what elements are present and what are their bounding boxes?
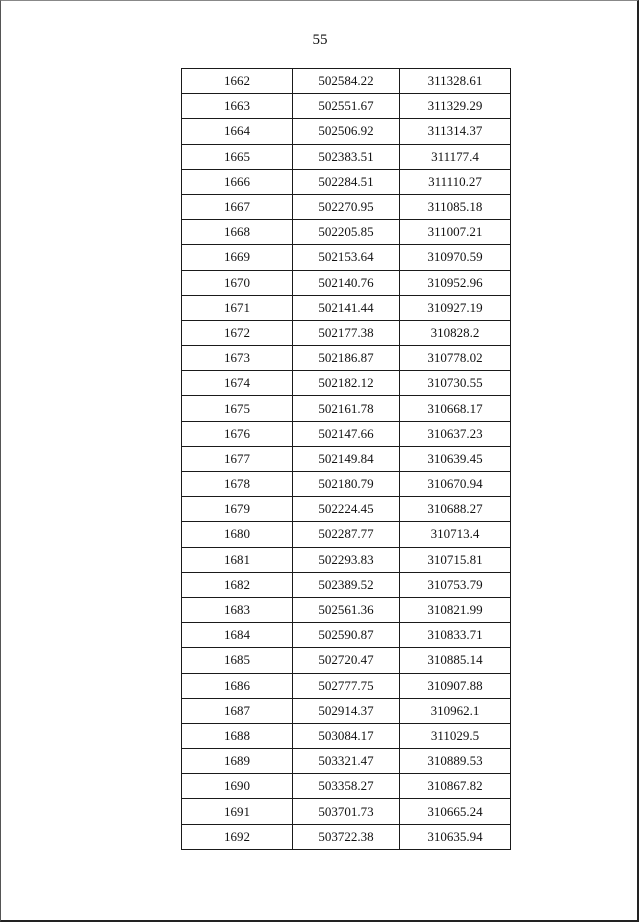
point-number-cell: 1687	[182, 698, 293, 723]
y-coordinate-cell: 310688.27	[400, 497, 511, 522]
x-coordinate-cell: 502561.36	[293, 597, 400, 622]
point-number-cell: 1662	[182, 69, 293, 94]
x-coordinate-cell: 502383.51	[293, 144, 400, 169]
point-number-cell: 1671	[182, 295, 293, 320]
table-row	[182, 774, 511, 799]
y-coordinate-cell: 310670.94	[400, 472, 511, 497]
table-row	[182, 69, 511, 94]
table-row	[182, 547, 511, 572]
y-coordinate-cell: 310713.4	[400, 522, 511, 547]
table-row	[182, 446, 511, 471]
y-coordinate-cell: 310952.96	[400, 270, 511, 295]
y-coordinate-cell: 310833.71	[400, 623, 511, 648]
y-coordinate-cell: 310889.53	[400, 749, 511, 774]
x-coordinate-cell: 502270.95	[293, 194, 400, 219]
x-coordinate-cell: 502161.78	[293, 396, 400, 421]
table-row	[182, 144, 511, 169]
point-number-cell: 1676	[182, 421, 293, 446]
point-number-cell: 1678	[182, 472, 293, 497]
table-row	[182, 220, 511, 245]
x-coordinate-cell: 502293.83	[293, 547, 400, 572]
table-row	[182, 648, 511, 673]
point-number-cell: 1682	[182, 572, 293, 597]
y-coordinate-cell: 310639.45	[400, 446, 511, 471]
point-number-cell: 1670	[182, 270, 293, 295]
point-number-cell: 1689	[182, 749, 293, 774]
table-row	[182, 673, 511, 698]
x-coordinate-cell: 503358.27	[293, 774, 400, 799]
x-coordinate-cell: 502182.12	[293, 371, 400, 396]
x-coordinate-cell: 502141.44	[293, 295, 400, 320]
point-number-cell: 1685	[182, 648, 293, 673]
y-coordinate-cell: 310970.59	[400, 245, 511, 270]
table-row	[182, 119, 511, 144]
y-coordinate-cell: 310821.99	[400, 597, 511, 622]
table-row	[182, 371, 511, 396]
point-number-cell: 1664	[182, 119, 293, 144]
coordinates-table	[181, 68, 511, 850]
point-number-cell: 1683	[182, 597, 293, 622]
y-coordinate-cell: 310907.88	[400, 673, 511, 698]
table-row	[182, 522, 511, 547]
table-row	[182, 597, 511, 622]
point-number-cell: 1691	[182, 799, 293, 824]
point-number-cell: 1672	[182, 320, 293, 345]
table-row	[182, 799, 511, 824]
point-number-cell: 1686	[182, 673, 293, 698]
point-number-cell: 1677	[182, 446, 293, 471]
x-coordinate-cell: 503321.47	[293, 749, 400, 774]
table-row	[182, 749, 511, 774]
point-number-cell: 1663	[182, 94, 293, 119]
y-coordinate-cell: 310828.2	[400, 320, 511, 345]
y-coordinate-cell: 310715.81	[400, 547, 511, 572]
point-number-cell: 1674	[182, 371, 293, 396]
y-coordinate-cell: 310730.55	[400, 371, 511, 396]
y-coordinate-cell: 311085.18	[400, 194, 511, 219]
point-number-cell: 1684	[182, 623, 293, 648]
x-coordinate-cell: 502186.87	[293, 346, 400, 371]
table-row	[182, 270, 511, 295]
x-coordinate-cell: 502140.76	[293, 270, 400, 295]
point-number-cell: 1666	[182, 169, 293, 194]
x-coordinate-cell: 503084.17	[293, 723, 400, 748]
point-number-cell: 1668	[182, 220, 293, 245]
table-row	[182, 623, 511, 648]
y-coordinate-cell: 311177.4	[400, 144, 511, 169]
point-number-cell: 1665	[182, 144, 293, 169]
y-coordinate-cell: 311029.5	[400, 723, 511, 748]
point-number-cell: 1690	[182, 774, 293, 799]
y-coordinate-cell: 311007.21	[400, 220, 511, 245]
x-coordinate-cell: 502205.85	[293, 220, 400, 245]
y-coordinate-cell: 311110.27	[400, 169, 511, 194]
y-coordinate-cell: 310668.17	[400, 396, 511, 421]
x-coordinate-cell: 502147.66	[293, 421, 400, 446]
y-coordinate-cell: 311314.37	[400, 119, 511, 144]
table-row	[182, 572, 511, 597]
x-coordinate-cell: 502584.22	[293, 69, 400, 94]
y-coordinate-cell: 310962.1	[400, 698, 511, 723]
x-coordinate-cell: 503722.38	[293, 824, 400, 849]
y-coordinate-cell: 310665.24	[400, 799, 511, 824]
x-coordinate-cell: 502149.84	[293, 446, 400, 471]
x-coordinate-cell: 502720.47	[293, 648, 400, 673]
point-number-cell: 1679	[182, 497, 293, 522]
table-row	[182, 723, 511, 748]
table-row	[182, 94, 511, 119]
table-row	[182, 497, 511, 522]
y-coordinate-cell: 310753.79	[400, 572, 511, 597]
y-coordinate-cell: 311329.29	[400, 94, 511, 119]
point-number-cell: 1675	[182, 396, 293, 421]
y-coordinate-cell: 311328.61	[400, 69, 511, 94]
point-number-cell: 1692	[182, 824, 293, 849]
y-coordinate-cell: 310637.23	[400, 421, 511, 446]
x-coordinate-cell: 502914.37	[293, 698, 400, 723]
x-coordinate-cell: 502177.38	[293, 320, 400, 345]
x-coordinate-cell: 502777.75	[293, 673, 400, 698]
point-number-cell: 1667	[182, 194, 293, 219]
table-row	[182, 346, 511, 371]
x-coordinate-cell: 502153.64	[293, 245, 400, 270]
x-coordinate-cell: 502590.87	[293, 623, 400, 648]
coordinates-table-body	[182, 69, 511, 850]
table-row	[182, 396, 511, 421]
table-row	[182, 245, 511, 270]
x-coordinate-cell: 502224.45	[293, 497, 400, 522]
x-coordinate-cell: 503701.73	[293, 799, 400, 824]
point-number-cell: 1680	[182, 522, 293, 547]
page-number: 55	[312, 32, 328, 48]
x-coordinate-cell: 502389.52	[293, 572, 400, 597]
point-number-cell: 1681	[182, 547, 293, 572]
point-number-cell: 1688	[182, 723, 293, 748]
x-coordinate-cell: 502180.79	[293, 472, 400, 497]
y-coordinate-cell: 310927.19	[400, 295, 511, 320]
x-coordinate-cell: 502284.51	[293, 169, 400, 194]
table-row	[182, 421, 511, 446]
table-row	[182, 320, 511, 345]
point-number-cell: 1673	[182, 346, 293, 371]
x-coordinate-cell: 502551.67	[293, 94, 400, 119]
table-row	[182, 698, 511, 723]
table-row	[182, 472, 511, 497]
table-row	[182, 169, 511, 194]
y-coordinate-cell: 310885.14	[400, 648, 511, 673]
x-coordinate-cell: 502287.77	[293, 522, 400, 547]
point-number-cell: 1669	[182, 245, 293, 270]
y-coordinate-cell: 310778.02	[400, 346, 511, 371]
x-coordinate-cell: 502506.92	[293, 119, 400, 144]
y-coordinate-cell: 310867.82	[400, 774, 511, 799]
y-coordinate-cell: 310635.94	[400, 824, 511, 849]
table-row	[182, 824, 511, 849]
table-row	[182, 295, 511, 320]
table-row	[182, 194, 511, 219]
